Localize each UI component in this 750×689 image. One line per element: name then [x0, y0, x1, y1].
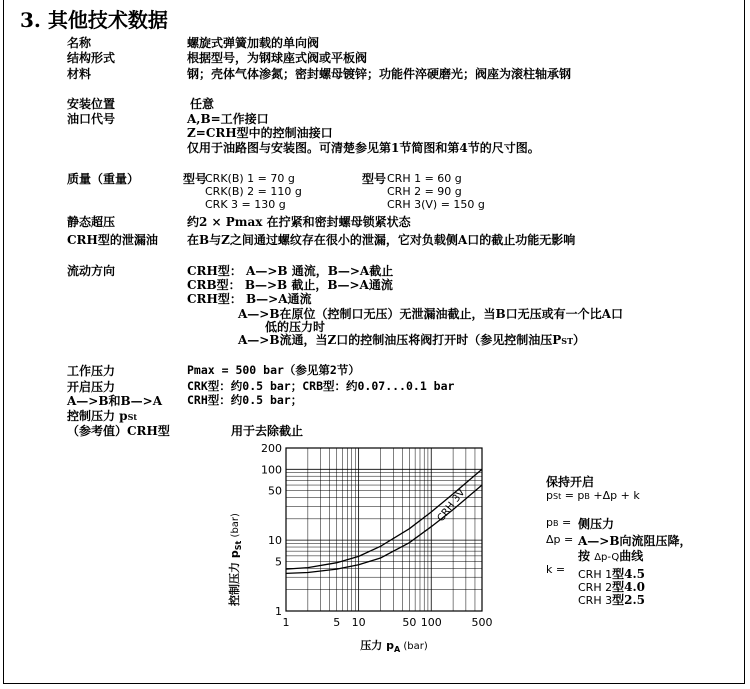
mass-right-row-1: CRH 1 = 60 g — [387, 172, 462, 185]
y-tick-label: 50 — [268, 484, 282, 498]
chart-ticks — [261, 442, 493, 629]
chart-title: 用于去除截止 — [231, 424, 304, 438]
mass-label: 质量（重量） — [67, 172, 140, 186]
y-tick-label: 5 — [275, 555, 282, 569]
legend-pb-label: pB = — [546, 516, 572, 529]
work-label: 工作压力 — [67, 364, 116, 378]
install-value: 任意 — [190, 97, 215, 111]
pressure-chart — [200, 438, 510, 668]
ab-value: CRH型：约0.5 bar； — [187, 393, 303, 407]
legend-dp-value-1: A—>B向流阻压降， — [578, 534, 692, 548]
y-tick-label: 1 — [275, 605, 282, 618]
material-label: 材料 — [67, 67, 92, 81]
flow-line-2: CRB型： B—>B 截止，B—>A通流 — [187, 278, 393, 292]
legend-k-row-3: CRH 3型2.5 — [578, 593, 645, 607]
x-axis-label: 压力 $p_A$ (bar) — [360, 639, 428, 654]
x-tick-label: 1 — [282, 616, 290, 629]
y-axis-label: 控制压力 $p_{St}$ (bar) — [228, 513, 243, 606]
legend-title: 保持开启 — [546, 475, 595, 489]
structure-label: 结构形式 — [67, 51, 116, 65]
port-value-1: A,B=工作接口 — [187, 112, 269, 126]
leak-value: 在B与Z之间通过螺纹存在很小的泄漏，它对负载侧A口的截止功能无影响 — [187, 233, 576, 247]
leak-label: CRH型的泄漏油 — [67, 233, 158, 247]
crack-value: CRK型：约0.5 bar；CRB型：约0.07...0.1 bar — [187, 379, 455, 393]
ab-label: A—>B和B—>A — [67, 394, 163, 408]
crack-label: 开启压力 — [67, 380, 116, 394]
curve-annotation: CRH 3V — [435, 487, 468, 524]
work-value: Pmax = 500 bar（参见第2节） — [187, 363, 360, 377]
port-value-3: 仅用于油路图与安装图。可清楚参见第1节简图和第4节的尺寸图。 — [187, 141, 540, 155]
chart-grid — [286, 448, 482, 611]
legend-dp-label: Δp = — [546, 533, 574, 546]
name-label: 名称 — [67, 36, 92, 50]
legend-k-row-1: CRH 1型4.5 — [578, 567, 645, 581]
flow-sub-1: A—>B在原位（控制口无压）无泄漏油截止，当B口无压或有一个比A口 — [238, 307, 623, 321]
x-tick-label: 500 — [471, 616, 493, 629]
x-tick-label: 10 — [351, 616, 366, 629]
install-label: 安装位置 — [67, 97, 116, 111]
flow-line-1: CRH型： A—>B 通流，B—>A截止 — [187, 264, 394, 278]
flow-sub-3: A—>B流通，当Z口的控制油压将阀打开时（参见控制油压PST） — [238, 333, 586, 347]
flow-sub-2: 低的压力时 — [265, 320, 326, 334]
ctrl-label: 控制压力 pSt — [67, 409, 138, 423]
y-tick-label: 10 — [268, 534, 282, 548]
structure-value: 根据型号，为钢球座式阀或平板阀 — [187, 51, 368, 65]
static-value: 约2 × Pmax 在拧紧和密封螺母锁紧状态 — [187, 215, 411, 229]
series-line-1 — [286, 469, 482, 569]
mass-right-row-3: CRH 3(V) = 150 g — [387, 198, 485, 211]
ref-label: （参考值）CRH型 — [67, 424, 170, 438]
legend-k-row-2: CRH 2型4.0 — [578, 580, 645, 594]
name-value: 螺旋式弹簧加载的单向阀 — [187, 36, 320, 50]
mass-type-label-right: 型号 — [362, 172, 387, 186]
port-label: 油口代号 — [67, 112, 116, 126]
mass-type-label-left: 型号 — [183, 172, 208, 186]
static-label: 静态超压 — [67, 215, 116, 229]
section-heading: 3. 其他技术数据 — [20, 8, 168, 32]
legend-dp-value-2: 按 Δp-Q曲线 — [578, 549, 644, 563]
x-tick-label: 5 — [333, 616, 341, 629]
legend-pb-value: 侧压力 — [578, 517, 615, 531]
flow-label: 流动方向 — [67, 264, 116, 278]
x-tick-label: 100 — [420, 616, 442, 629]
x-tick-label: 50 — [402, 616, 417, 629]
port-value-2: Z=CRH型中的控制油接口 — [187, 126, 333, 140]
mass-right-row-2: CRH 2 = 90 g — [387, 185, 462, 198]
mass-left-row-3: CRK 3 = 130 g — [205, 198, 286, 211]
y-tick-label: 200 — [261, 442, 282, 455]
legend-formula: pSt = pB +Δp + k — [546, 489, 640, 502]
y-tick-label: 100 — [261, 463, 282, 477]
material-value: 钢；壳体气体渗氮；密封螺母镀锌；功能件淬硬磨光；阀座为滚柱轴承钢 — [187, 67, 572, 81]
mass-left-row-2: CRK(B) 2 = 110 g — [205, 185, 302, 198]
mass-left-row-1: CRK(B) 1 = 70 g — [205, 172, 295, 185]
legend-k-label: k = — [546, 563, 566, 576]
flow-line-3: CRH型： B—>A通流 — [187, 292, 312, 306]
